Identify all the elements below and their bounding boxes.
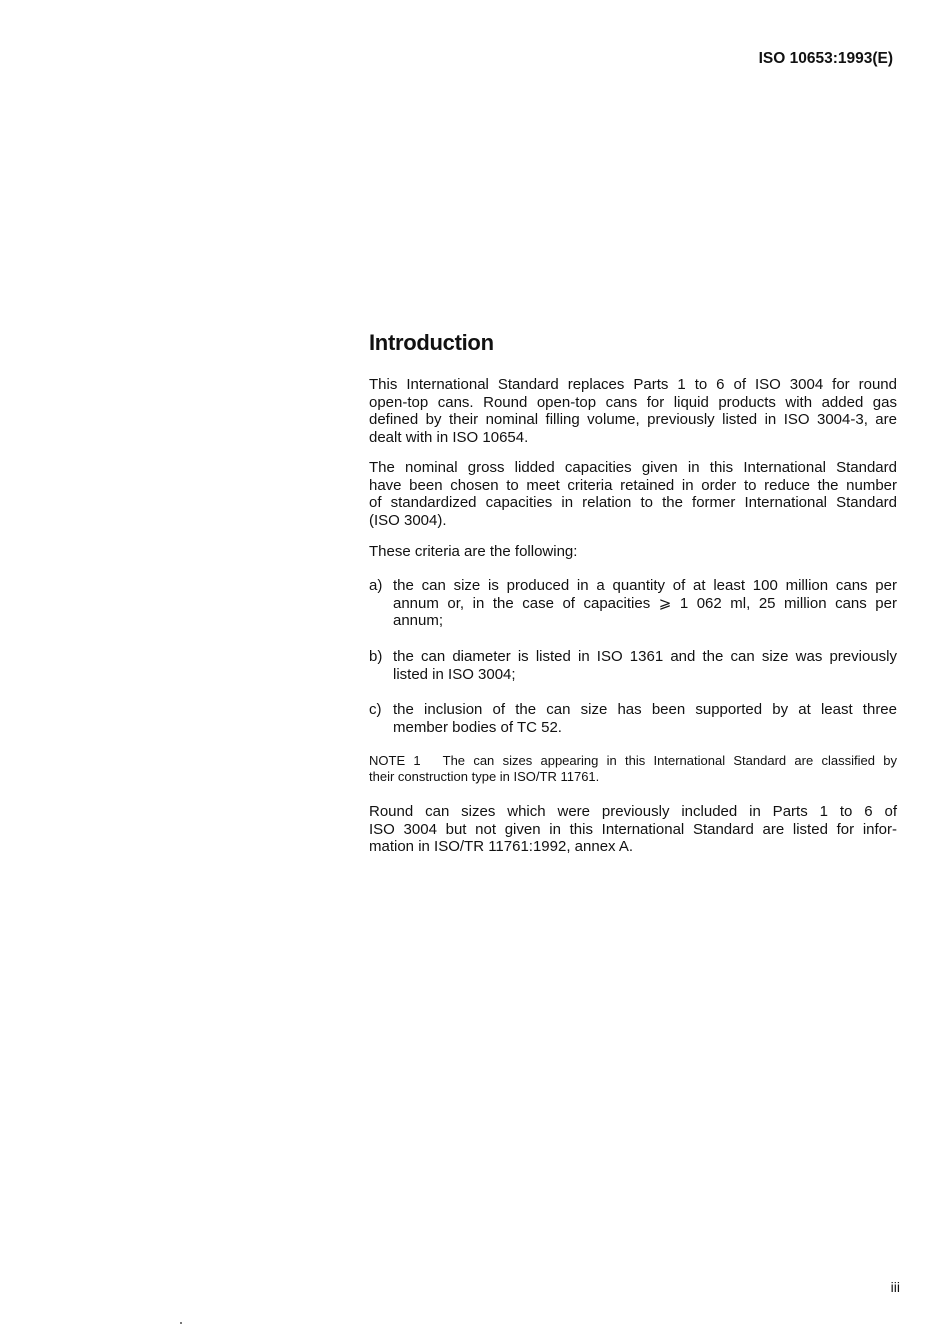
note-line: their construction type in ISO/TR 11761. <box>369 769 600 784</box>
text-line: defined by their nominal filling volume, previously listed in ISO 3004-3, are <box>369 411 897 429</box>
criterion-c <box>369 701 897 736</box>
text-line: This International Standard replaces Parts 1 to 6 of ISO 3004 for round <box>369 376 897 393</box>
list-label: b) <box>369 648 383 665</box>
text-line: annum or, in the case of capacities ⩾ 1 062 ml, 25 million cans per <box>393 594 897 612</box>
text-line: dealt with in ISO 10654. <box>369 429 529 447</box>
text-line: The nominal gross lidded capacities given in this International Standard <box>369 459 897 476</box>
section-title: Introduction <box>369 330 494 355</box>
page-number: iii <box>890 1279 900 1295</box>
paragraph-capacities <box>369 459 897 530</box>
note-1 <box>369 753 897 785</box>
text-line: (ISO 3004). <box>369 512 447 530</box>
text-line: These criteria are the following: <box>369 543 578 560</box>
list-label: a) <box>369 577 383 594</box>
paragraph-replaces <box>369 376 897 447</box>
paragraph-criteria-intro <box>369 543 897 561</box>
criterion-b <box>369 648 897 683</box>
note-label: NOTE 1 <box>369 753 421 768</box>
criterion-a <box>369 577 897 630</box>
text-line: ISO 3004 but not given in this International Standard are listed for infor- <box>369 820 897 838</box>
text-line: Round can sizes which were previously included in Parts 1 to 6 of <box>369 803 897 820</box>
document-id-header: ISO 10653:1993(E) <box>758 50 893 67</box>
text-line: the can diameter is listed in ISO 1361 and the can size was previously <box>393 648 897 665</box>
text-line: open-top cans. Round open-top cans for liquid products with added gas <box>369 393 897 411</box>
text-line: the inclusion of the can size has been supported by at least three <box>393 701 897 718</box>
text-line: have been chosen to meet criteria retained in order to reduce the number <box>369 476 897 494</box>
list-label: c) <box>369 701 382 718</box>
text-line: of standardized capacities in relation to the former International Standard <box>369 494 897 512</box>
text-line: mation in ISO/TR 11761:1992, annex A. <box>369 838 634 856</box>
text-line: member bodies of TC 52. <box>393 718 562 736</box>
text-line: annum; <box>393 612 444 630</box>
paragraph-previous-sizes <box>369 803 897 856</box>
note-line <box>369 753 897 769</box>
text-line: listed in ISO 3004; <box>393 665 516 683</box>
scan-speck <box>180 1322 182 1324</box>
text-line: the can size is produced in a quantity of at least 100 million cans per <box>393 577 897 594</box>
note-text: The can sizes appearing in this International Standard are classified by <box>442 753 897 768</box>
